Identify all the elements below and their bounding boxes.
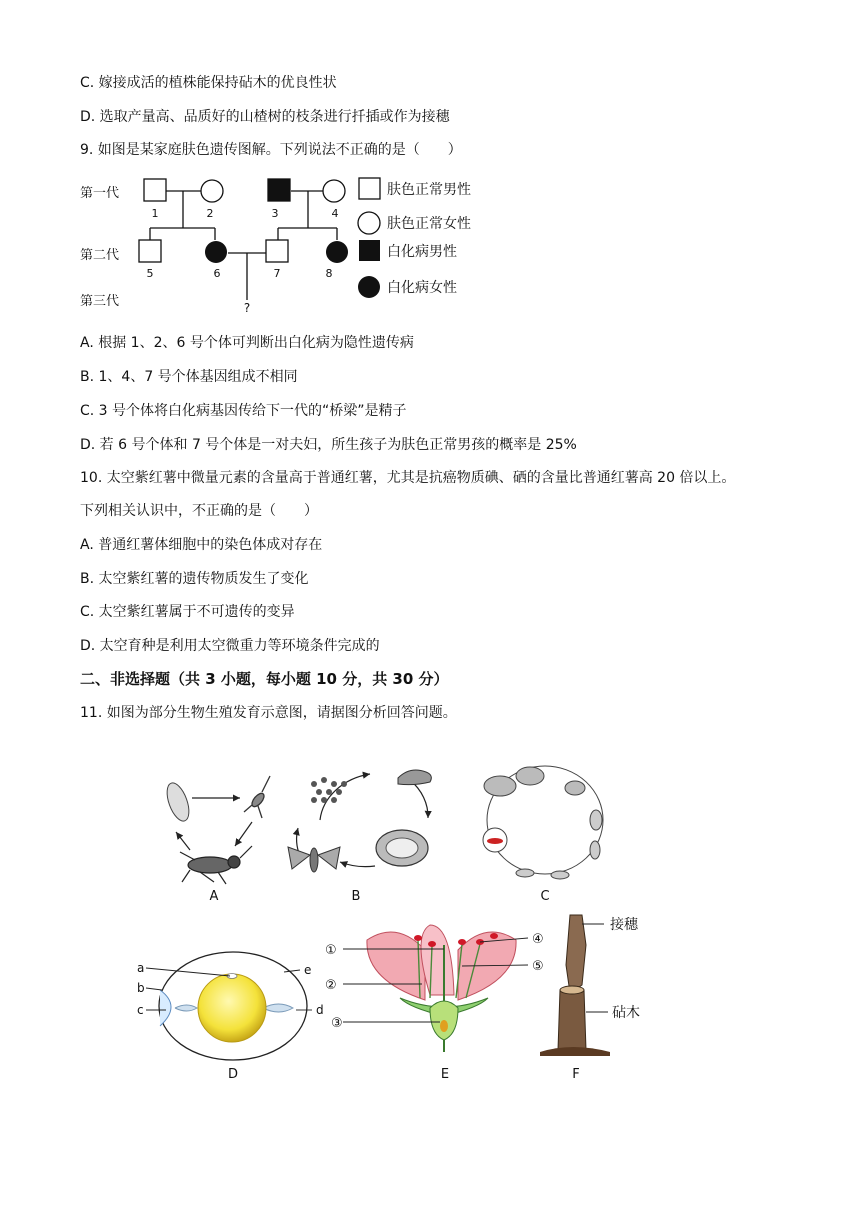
flower-diagram xyxy=(325,925,544,1052)
label-4: 4 xyxy=(331,207,339,220)
legend-albino-male-symbol xyxy=(359,240,380,261)
pedigree-individual-3 xyxy=(268,179,290,201)
label-7: 7 xyxy=(273,267,281,280)
q10-option-d: D. 太空育种是利用太空微重力等环境条件完成的 xyxy=(80,638,380,654)
gen2-label: 第二代 xyxy=(80,248,120,263)
label-3: 3 xyxy=(271,207,279,220)
stock-label: 砧木 xyxy=(612,1005,640,1021)
grasshopper-adult-icon xyxy=(180,846,252,884)
frog-egg-icon xyxy=(483,828,507,852)
q10-stem-line1: 10. 太空紫红薯中微量元素的含量高于普通红薯，尤其是抗癌物质碘、硒的含量比普通红薯高 20 倍以上。 xyxy=(80,470,736,486)
legend-normal-male-symbol xyxy=(359,178,380,199)
legend-albino-female: 白化病女性 xyxy=(387,280,457,296)
figure-label-f: F xyxy=(572,1067,580,1082)
flower-label-1: ① xyxy=(325,943,337,958)
frog-cycle xyxy=(483,766,603,879)
grafting-diagram xyxy=(540,915,640,1056)
legend-albino-male: 白化病男性 xyxy=(387,244,457,260)
figure-label-d: D xyxy=(227,1067,239,1082)
q10-option-c: C. 太空紫红薯属于不可遗传的变异 xyxy=(80,604,295,620)
silkworm-cycle xyxy=(288,770,431,872)
gen1-label: 第一代 xyxy=(80,186,120,201)
egg-label-b: b xyxy=(137,981,145,995)
egg-label-c: c xyxy=(137,1003,144,1017)
grasshopper-cycle xyxy=(163,776,270,884)
reproduction-figure xyxy=(0,740,860,1100)
q10-stem-line2: 下列相关认识中，不正确的是（ ） xyxy=(80,503,318,519)
legend-normal-female-symbol xyxy=(358,212,380,234)
silkworm-moth-icon xyxy=(288,847,340,872)
egg-label-e: e xyxy=(304,963,312,977)
section-2-heading: 二、非选择题（共 3 小题，每小题 10 分，共 30 分） xyxy=(80,670,449,688)
label-6: 6 xyxy=(213,267,221,280)
pedigree-individual-8 xyxy=(326,241,348,263)
bird-egg-diagram xyxy=(137,952,324,1060)
pedigree-chart xyxy=(75,170,495,320)
frog-froglet-icon xyxy=(590,810,602,859)
label-2: 2 xyxy=(206,207,214,220)
rootstock-icon xyxy=(558,986,586,1050)
flower-label-4: ④ xyxy=(532,932,544,947)
q9-option-b: B. 1、4、7 号个体基因组成不相同 xyxy=(80,369,298,385)
label-unknown: ? xyxy=(243,301,251,315)
q8-option-d: D. 选取产量高、品质好的山楂树的枝条进行扦插或作为接穗 xyxy=(80,109,450,125)
flower-label-3: ③ xyxy=(331,1016,343,1031)
figure-label-c: C xyxy=(540,889,550,904)
q9-option-d: D. 若 6 号个体和 7 号个体是一对夫妇，所生孩子为肤色正常男孩的概率是 25% xyxy=(80,437,577,453)
grasshopper-egg-icon xyxy=(163,780,194,824)
flower-label-5: ⑤ xyxy=(532,959,544,974)
pedigree-individual-1 xyxy=(144,179,166,201)
label-5: 5 xyxy=(146,267,154,280)
silkworm-cocoon-icon xyxy=(376,830,428,866)
pedigree-individual-2 xyxy=(201,180,223,202)
figure-label-a: A xyxy=(209,889,219,904)
scion-branch-icon xyxy=(566,915,586,993)
q9-stem: 9. 如图是某家庭肤色遗传图解。下列说法不正确的是（ ） xyxy=(80,142,462,158)
figure-label-e: E xyxy=(440,1067,450,1082)
label-8: 8 xyxy=(325,267,333,280)
legend-albino-female-symbol xyxy=(358,276,380,298)
figure-label-b: B xyxy=(351,889,361,904)
q11-stem: 11. 如图为部分生物生殖发育示意图，请据图分析回答问题。 xyxy=(80,705,457,721)
legend-normal-female: 肤色正常女性 xyxy=(387,216,471,232)
egg-label-d: d xyxy=(316,1003,324,1017)
pedigree-individual-6 xyxy=(205,241,227,263)
label-1: 1 xyxy=(151,207,159,220)
grasshopper-nymph-icon xyxy=(244,776,270,818)
q8-option-c: C. 嫁接成活的植株能保持砧木的优良性状 xyxy=(80,75,337,91)
q9-option-c: C. 3 号个体将白化病基因传给下一代的“桥梁”是精子 xyxy=(80,403,407,419)
pedigree-individual-7 xyxy=(266,240,288,262)
silkworm-larva-icon xyxy=(398,770,431,785)
silkworm-eggs-icon xyxy=(311,777,347,803)
pedigree-individual-4 xyxy=(323,180,345,202)
legend-normal-male: 肤色正常男性 xyxy=(387,182,471,198)
q10-option-a: A. 普通红薯体细胞中的染色体成对存在 xyxy=(80,537,323,553)
q9-option-a: A. 根据 1、2、6 号个体可判断出白化病为隐性遗传病 xyxy=(80,335,414,351)
pedigree-individual-5 xyxy=(139,240,161,262)
scion-label: 接穗 xyxy=(610,917,638,933)
gen3-label: 第三代 xyxy=(80,294,120,309)
flower-label-2: ② xyxy=(325,978,337,993)
q10-option-b: B. 太空紫红薯的遗传物质发生了变化 xyxy=(80,571,309,587)
egg-label-a: a xyxy=(137,961,145,975)
